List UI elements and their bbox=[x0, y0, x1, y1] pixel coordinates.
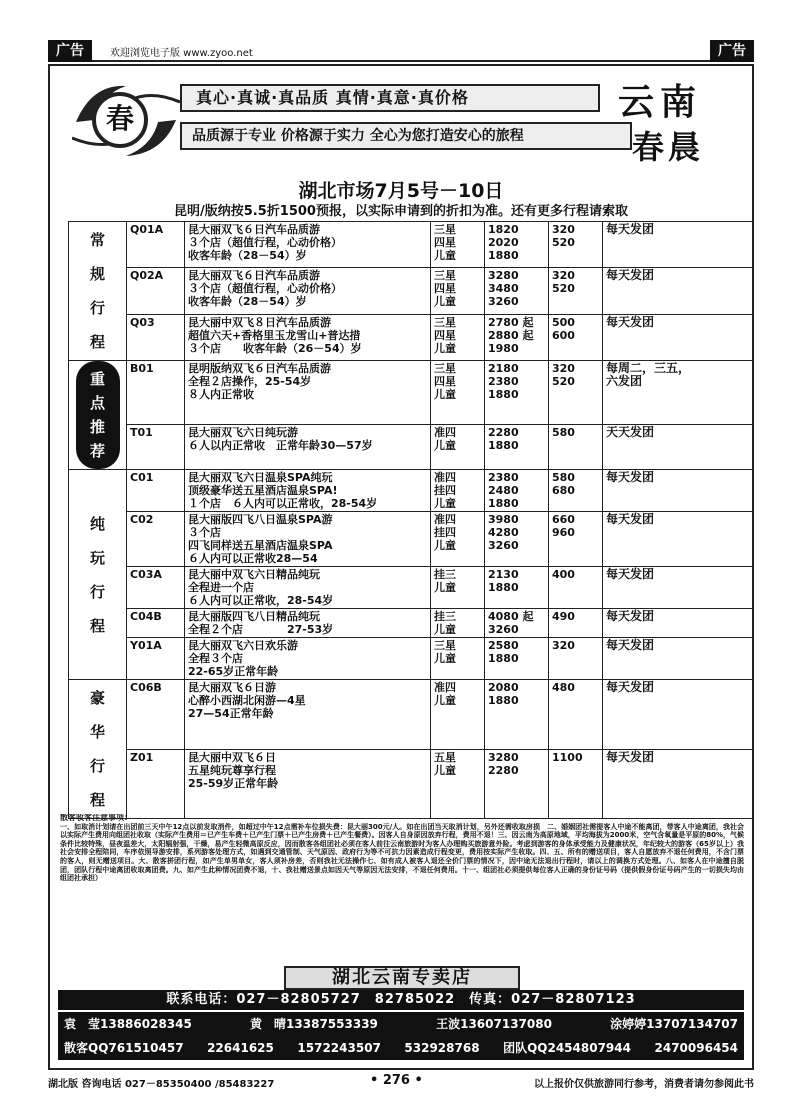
table-row bbox=[69, 512, 754, 567]
table-row bbox=[69, 567, 754, 609]
cell-depart: 每天发团 bbox=[603, 680, 754, 750]
cell-desc: 昆大丽中双飞六日精品纯玩 全程进一个店 ６人内可以正常收，28-54岁 bbox=[185, 567, 431, 609]
category-label: 纯 玩 行 程 bbox=[89, 514, 105, 635]
table-row bbox=[69, 638, 754, 680]
contact-item: 散客QQ761510457 bbox=[64, 1041, 184, 1055]
cell-price: 3280 2280 bbox=[485, 749, 549, 819]
cell-desc: 昆大丽中双飞８日汽车品质游 超值六天+香格里玉龙雪山+普达措 ３个店 收客年龄（26－54）岁 bbox=[185, 314, 431, 360]
shop-name: 湖北云南专卖店 bbox=[284, 966, 520, 990]
cell-code: C04B bbox=[127, 609, 185, 638]
cell-price: 2130 1880 bbox=[485, 567, 549, 609]
cell-depart: 天天发团 bbox=[603, 425, 754, 470]
cell-extra: 320 520 bbox=[549, 268, 603, 314]
cell-depart: 每天发团 bbox=[603, 512, 754, 567]
contact-item: 黄 晴13387553339 bbox=[250, 1017, 378, 1031]
cell-price: 3980 4280 3260 bbox=[485, 512, 549, 567]
cell-depart: 每天发团 bbox=[603, 268, 754, 314]
contact-item: 2470096454 bbox=[654, 1041, 738, 1055]
table-row bbox=[69, 314, 754, 360]
cell-price: 3280 3480 3260 bbox=[485, 268, 549, 314]
cell-code: Q01A bbox=[127, 222, 185, 268]
table-row bbox=[69, 749, 754, 819]
contacts-block bbox=[58, 1012, 744, 1060]
cell-star: 三星 四星 儿童 bbox=[431, 222, 485, 268]
ad-tag-left: 广告 bbox=[48, 40, 92, 62]
cell-depart: 每天发团 bbox=[603, 222, 754, 268]
cell-code: Z01 bbox=[127, 749, 185, 819]
cell-desc: 昆大丽双飞六日欢乐游 全程３个店 22-65岁正常年龄 bbox=[185, 638, 431, 680]
cell-desc: 昆明版纳双飞６日汽车品质游 全程２店操作，25-54岁 ８人内正常收 bbox=[185, 361, 431, 425]
cell-extra: 400 bbox=[549, 567, 603, 609]
table-row bbox=[69, 222, 754, 268]
contact-item: 王波13607137080 bbox=[436, 1017, 552, 1031]
cell-desc: 昆大丽双飞六日温泉SPA纯玩 顶级豪华送五星酒店温泉SPA! １个店 ６人内可以正常收，28-54岁 bbox=[185, 470, 431, 512]
cell-price: 2380 2480 1880 bbox=[485, 470, 549, 512]
contact-item: 1572243507 bbox=[297, 1041, 381, 1055]
cell-extra: 580 bbox=[549, 425, 603, 470]
cell-star: 准四 挂四 儿童 bbox=[431, 470, 485, 512]
cell-price: 2580 1880 bbox=[485, 638, 549, 680]
cell-code: B01 bbox=[127, 361, 185, 425]
notes-body: 一、如取消计划请在出团前三天中午12点以前发取消件，如超过中午12点需补车位损失费：昆大丽300元/人。如在出团当天取消计划，另外还需收取房损 二、婚姻团社需提客人中途不能离团，带客人中途离团，我社会以实际产生费用向组团社收取（实际产生费用＝已产生车费＋已产生门票＋已产生房费＋已产生餐费）。因客人自身原因放弃行程，费用不退！三、因云南为高原地域，平均海拔为2000米，空气含氧量是平原的80%，气候条件比较特殊，昼夜温差大，太阳辐射强，干燥，易产生轻微高原反应，因而散客各组团社必须在客人前往云南旅游时为客人办理购买旅游意外险。考虑到游客的身体承受能力及健康状况，年纪较大的游客（65岁以上）我社会安排全程陪同，车序依照导游安排，系列游客处理方式，如遇到交通管制、天气原因、政府行为等不可抗力因素造成行程变更，费用按实际产生收取。四、五、所有的赠送项目，客人自愿放弃不退任何费用，不含门票的客人，则无赠送项目。大、散客拼团行程，如产生单男单女，客人须补房差，否则我社无法操作七、如有成人被客人退还全价门票的情况下，因中途无法退出行程时，请以上的调换方式处理。八、如客人在中途擅自脱团，团队行程中途离团收取离团费。九、如产生此种情况团费不退，十、我社赠送景点如因天气等原因无法安排，不退任何费用。十一、组团社必须提供每位客人正确的身份证号码（提供假身份证号码产生的一切损失均由组团社承担） bbox=[60, 822, 744, 883]
cell-star: 三星 儿童 bbox=[431, 638, 485, 680]
cell-star: 三星 四星 儿童 bbox=[431, 314, 485, 360]
cell-desc: 昆大丽双飞６日汽车品质游 ３个店（超值行程，心动价格） 收客年龄（28－54）岁 bbox=[185, 222, 431, 268]
contacts-row-names bbox=[58, 1012, 744, 1036]
cell-price: 2180 2380 1880 bbox=[485, 361, 549, 425]
top-bar bbox=[48, 40, 754, 62]
category-cell bbox=[69, 680, 127, 819]
welcome-text[interactable]: 欢迎浏览电子版 www.zyoo.net bbox=[110, 48, 253, 59]
itinerary-table bbox=[68, 221, 754, 819]
cell-depart: 每天发团 bbox=[603, 567, 754, 609]
cell-extra: 320 bbox=[549, 638, 603, 680]
cell-price: 1820 2020 1880 bbox=[485, 222, 549, 268]
cell-code: C03A bbox=[127, 567, 185, 609]
cell-depart: 每周二，三五， 六发团 bbox=[603, 361, 754, 425]
contact-item: 团队QQ2454807944 bbox=[503, 1041, 631, 1055]
page-number: • 276 • bbox=[370, 1073, 423, 1088]
cell-star: 挂三 儿童 bbox=[431, 609, 485, 638]
footer bbox=[48, 1073, 754, 1091]
cell-code: T01 bbox=[127, 425, 185, 470]
cell-desc: 昆大丽双飞六日纯玩游 ６人以内正常收 正常年龄30—57岁 bbox=[185, 425, 431, 470]
table-row bbox=[69, 361, 754, 425]
slogan-secondary: 品质源于专业 价格源于实力 全心为您打造安心的旅程 bbox=[180, 122, 632, 150]
cell-star: 准四 挂四 儿童 bbox=[431, 512, 485, 567]
logo-char: 春 bbox=[92, 92, 148, 148]
cell-extra: 320 520 bbox=[549, 222, 603, 268]
cell-depart: 每天发团 bbox=[603, 638, 754, 680]
category-label: 常 规 行 程 bbox=[89, 231, 105, 351]
notes-block bbox=[60, 814, 744, 964]
price-note: 昆明/版纳按5.5折1500预报，以实际申请到的折扣为准。还有更多行程请索取 bbox=[174, 204, 628, 219]
cell-star: 准四 儿童 bbox=[431, 680, 485, 750]
contact-item: 532928768 bbox=[404, 1041, 480, 1055]
cell-depart: 每天发团 bbox=[603, 609, 754, 638]
footer-left: 湖北版 咨询电话 027－85350400 /85483227 bbox=[48, 1079, 275, 1090]
brand-yunnan: 云南 bbox=[618, 81, 703, 123]
logo bbox=[72, 80, 180, 160]
contacts-row-qq bbox=[58, 1036, 744, 1060]
category-cell bbox=[69, 470, 127, 680]
phone-line: 联系电话：027－82805727 82785022 传真：027－82807123 bbox=[58, 990, 744, 1010]
category-cell bbox=[69, 361, 127, 470]
cell-extra: 580 680 bbox=[549, 470, 603, 512]
ad-tag-right: 广告 bbox=[710, 40, 754, 62]
cell-code: Y01A bbox=[127, 638, 185, 680]
cell-code: C02 bbox=[127, 512, 185, 567]
cell-star: 三星 四星 儿童 bbox=[431, 268, 485, 314]
market-title: 湖北市场7月5号－10日 bbox=[298, 180, 504, 202]
notes-title: 散客收客注意事项： bbox=[60, 814, 132, 822]
cell-desc: 昆大丽版四飞八日温泉SPA游 ３个店 四飞同样送五星酒店温泉SPA ６人内可以正常收28—54 bbox=[185, 512, 431, 567]
cell-desc: 昆大丽版四飞八日精品纯玩 全程２个店 27-53岁 bbox=[185, 609, 431, 638]
cell-star: 挂三 儿童 bbox=[431, 567, 485, 609]
cell-price: 4080 起 3260 bbox=[485, 609, 549, 638]
cell-price: 2080 1880 bbox=[485, 680, 549, 750]
ad-sheet bbox=[48, 64, 754, 1070]
table-row bbox=[69, 268, 754, 314]
cell-code: C06B bbox=[127, 680, 185, 750]
category-cell bbox=[69, 222, 127, 361]
cell-depart: 每天发团 bbox=[603, 749, 754, 819]
category-label: 重 点 推 荐 bbox=[76, 361, 120, 469]
contact-item: 22641625 bbox=[207, 1041, 274, 1055]
cell-depart: 每天发团 bbox=[603, 470, 754, 512]
banner bbox=[50, 66, 752, 174]
table-row bbox=[69, 470, 754, 512]
cell-extra: 660 960 bbox=[549, 512, 603, 567]
table-row bbox=[69, 680, 754, 750]
cell-desc: 昆大丽双飞６日汽车品质游 ３个店（超值行程，心动价格） 收客年龄（28－54）岁 bbox=[185, 268, 431, 314]
cell-extra: 320 520 bbox=[549, 361, 603, 425]
cell-desc: 昆大丽双飞６日游 心醉小西湖北闲游—4星 27—54正常年龄 bbox=[185, 680, 431, 750]
cell-extra: 480 bbox=[549, 680, 603, 750]
cell-desc: 昆大丽中双飞６日 五星纯玩尊享行程 25-59岁正常年龄 bbox=[185, 749, 431, 819]
cell-star: 三星 四星 儿童 bbox=[431, 361, 485, 425]
cell-extra: 1100 bbox=[549, 749, 603, 819]
cell-price: 2780 起 2880 起 1980 bbox=[485, 314, 549, 360]
table-row bbox=[69, 609, 754, 638]
cell-code: Q02A bbox=[127, 268, 185, 314]
cell-depart: 每天发团 bbox=[603, 314, 754, 360]
category-label: 豪 华 行 程 bbox=[89, 689, 105, 809]
cell-extra: 500 600 bbox=[549, 314, 603, 360]
cell-price: 2280 1880 bbox=[485, 425, 549, 470]
cell-star: 准四 儿童 bbox=[431, 425, 485, 470]
cell-star: 五星 儿童 bbox=[431, 749, 485, 819]
slogan-primary: 真心·真诚·真品质 真情·真意·真价格 bbox=[180, 84, 600, 112]
footer-right: 以上报价仅供旅游同行参考，消费者请勿参阅此书 bbox=[534, 1079, 754, 1090]
brand-chunchen: 春晨 bbox=[632, 128, 705, 166]
cell-extra: 490 bbox=[549, 609, 603, 638]
cell-code: C01 bbox=[127, 470, 185, 512]
contact-item: 涂婷婷13707134707 bbox=[610, 1017, 738, 1031]
table-row bbox=[69, 425, 754, 470]
contact-item: 袁 莹13886028345 bbox=[64, 1017, 192, 1031]
cell-code: Q03 bbox=[127, 314, 185, 360]
